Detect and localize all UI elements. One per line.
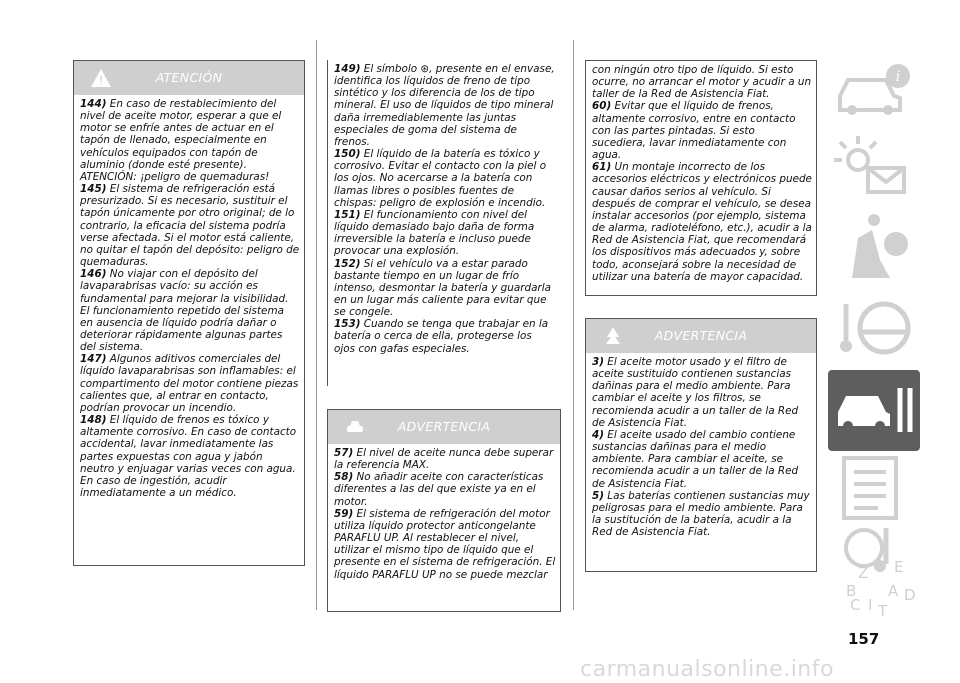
svg-text:B: B xyxy=(846,582,857,600)
svg-text:A: A xyxy=(888,582,899,600)
paragraph xyxy=(80,98,300,183)
paragraph xyxy=(592,429,812,490)
paragraph-number: 5) xyxy=(592,489,604,502)
paragraph-text: El aceite motor usado y el filtro de aceite sustituido contienen sustancias dañinas para el medio ambiente. Para cambiar el aceite y los filtros, se recomienda acudir a un taller de la Red de Asistencia Fiat. xyxy=(592,356,799,429)
paragraph-text: Un montaje incorrecto de los accesorios eléctricos y electrónicos puede causar daños serios al vehículo. Si después de comprar el vehículo, se desea instalar accesorios (por ejemplo, sistema de alarma, radioteléfono, etc.), acudir a la Red de Asistencia Fiat, que recomendará los dispositivos más adecuados y, sobre todo, aconsejará sobre la necesidad de utilizar una batería de mayor capacidad. xyxy=(592,161,812,283)
paragraph-text: El nivel de aceite nunca debe superar la referencia MAX. xyxy=(334,447,554,472)
paragraph xyxy=(592,490,812,539)
paragraph xyxy=(334,471,556,507)
attention-header xyxy=(74,61,304,95)
attention-title: ATENCIÓN xyxy=(155,70,223,85)
environment-box xyxy=(585,318,817,572)
paragraph xyxy=(80,268,300,353)
paragraph-number: 4) xyxy=(592,428,604,441)
paragraph-text: Cuando se tenga que trabajar en la batería o cerca de ella, protegerse los ojos con gafas especiales. xyxy=(334,318,549,355)
paragraph xyxy=(80,183,300,268)
paragraph-text: El aceite usado del cambio contiene sustancias dañinas para el medio ambiente. Para cambiar el aceite, se recomienda acudir a un taller de la Red de Asistencia Fiat. xyxy=(592,428,799,490)
paragraph xyxy=(334,209,555,258)
svg-text:!: ! xyxy=(98,74,104,88)
airbag-icon[interactable] xyxy=(828,208,920,289)
paragraph-number: 146) xyxy=(80,268,107,281)
column3-box xyxy=(585,60,817,296)
environment-title: ADVERTENCIA xyxy=(654,328,748,343)
svg-text:Z: Z xyxy=(858,564,869,582)
warning-header-2 xyxy=(328,410,560,444)
paragraph-number: 153) xyxy=(334,318,361,331)
paragraph-number: 3) xyxy=(592,356,604,368)
paragraph xyxy=(80,353,300,414)
svg-text:C: C xyxy=(850,596,861,614)
paragraph-number: 151) xyxy=(334,208,361,221)
paragraph-number: 57) xyxy=(334,447,354,459)
paragraph xyxy=(334,508,556,581)
environment-text xyxy=(586,353,816,538)
paragraph xyxy=(592,161,812,283)
paragraph-number: 60) xyxy=(592,100,612,113)
svg-text:D: D xyxy=(904,586,916,604)
paragraph-number: 148) xyxy=(80,414,107,427)
car-info-icon[interactable] xyxy=(828,48,920,129)
paragraph xyxy=(592,100,812,161)
steering-key-icon[interactable] xyxy=(828,288,920,369)
warning-text-2 xyxy=(328,444,560,581)
svg-text:T: T xyxy=(878,602,888,620)
paragraph xyxy=(334,447,556,471)
page-number: 157 xyxy=(848,630,880,648)
column2-paragraphs xyxy=(328,60,559,355)
paragraph-number: 59) xyxy=(334,507,354,520)
paragraph-number: 145) xyxy=(80,183,107,196)
paragraph-number: 147) xyxy=(80,353,107,366)
car-tools-icon[interactable] xyxy=(828,370,920,451)
paragraph xyxy=(592,64,812,100)
environment-header xyxy=(586,319,816,353)
attention-text xyxy=(74,95,304,499)
paragraph-number: 152) xyxy=(334,257,361,270)
paragraph-text: Las baterías contienen sustancias muy peligrosas para el medio ambiente. Para la sustitución de la batería, acudir a la Red de Asistencia Fiat. xyxy=(592,489,810,539)
svg-text:E: E xyxy=(894,558,904,576)
paragraph-text: En caso de restablecimiento del nivel de aceite motor, esperar a que el motor se enfríe antes de actuar en el tapón de llenado, especialmente en vehículos equipados con tapón de aluminio (donde esté presente). ATENCIÓN: ¡peligro de quemaduras! xyxy=(80,98,282,183)
paragraph-text: Si el vehículo va a estar parado bastante tiempo en un lugar de frío intenso, desmontar la batería y guardarla en un lugar más caliente para evitar que se congele. xyxy=(334,257,551,319)
paragraph-text: El símbolo ⊛, presente en el envase, identifica los líquidos de freno de tipo sintético y los diferencia de los de tipo mineral. El uso de líquidos de tipo mineral daña irremediablemente las juntas especiales de goma del sistema de frenos. xyxy=(334,63,555,148)
index-letters-icon[interactable] xyxy=(828,556,920,637)
watermark: carmanualsonline.info xyxy=(580,657,834,682)
paragraph-number: 58) xyxy=(334,471,354,484)
lights-message-icon[interactable] xyxy=(828,128,920,209)
separator-line xyxy=(573,40,574,610)
paragraph-number: 61) xyxy=(592,161,612,174)
column3-paragraphs xyxy=(586,61,816,283)
paragraph-number: 150) xyxy=(334,148,361,161)
paragraph-text: El sistema de refrigeración del motor utiliza líquido protector anticongelante PARAFLU UP. Al restablecer el nivel, utilizar el mismo tipo de líquido que el presente en el sistema de refrigeración. El líquido PARAFLU UP no se puede mezclar xyxy=(334,507,556,581)
paragraph xyxy=(592,356,812,429)
paragraph xyxy=(80,414,300,499)
paragraph-text: El funcionamiento con nivel del líquido demasiado bajo daña de forma irreversible la batería e incluso puede provocar una explosión. xyxy=(334,208,535,258)
paragraph-text: El líquido de frenos es tóxico y altamente corrosivo. En caso de contacto accidental, lavar inmediatamente las partes expuestas con agua y jabón neutro y enjuagar varias veces con agua. En caso de ingestión, acudir inmediatamente a un médico. xyxy=(80,414,297,499)
paragraph xyxy=(334,63,555,148)
paragraph-number: 144) xyxy=(80,98,107,110)
paragraph-text: Evitar que el líquido de frenos, altamente corrosivo, entre en contacto con las partes pintadas. Si esto sucediera, lavar inmediatamente con agua. xyxy=(592,100,796,162)
attention-box xyxy=(73,60,305,566)
paragraph-number: 149) xyxy=(334,63,361,75)
paragraph xyxy=(334,148,555,209)
paragraph-text: Algunos aditivos comerciales del líquido lavaparabrisas son inflamables: el compartimento del motor contiene piezas calientes que, al entrar en contacto, podrían provocar un incendio. xyxy=(80,353,299,414)
paragraph xyxy=(334,258,555,319)
svg-text:I: I xyxy=(868,596,873,614)
svg-text:i: i xyxy=(895,69,901,85)
column2-text xyxy=(327,60,559,386)
paragraph-text: con ningún otro tipo de líquido. Si esto ocurre, no arrancar el motor y acudir a un taller de la Red de Asistencia Fiat. xyxy=(592,64,812,101)
warning-box-2 xyxy=(327,409,561,612)
paragraph-text: No viajar con el depósito del lavaparabrisas vacío: su acción es fundamental para mejorar la visibilidad. El funcionamiento repetido del sistema en ausencia de líquido podría dañar o deteriorar rápidamente algunas partes del sistema. xyxy=(80,268,289,354)
warning-title-2: ADVERTENCIA xyxy=(397,419,491,434)
paragraph xyxy=(334,318,555,354)
paragraph-text: No añadir aceite con características diferentes a las del que existe ya en el motor. xyxy=(334,471,544,508)
separator-line xyxy=(316,40,317,610)
paragraph-text: El sistema de refrigeración está presurizado. Si es necesario, sustituir el tapón únicamente por otro original; de lo contrario, la eficacia del sistema podría verse afectada. Si el motor está caliente, no quitar el tapón del depósito: peligro de quemaduras. xyxy=(80,183,300,269)
paragraph-text: El líquido de la batería es tóxico y corrosivo. Evitar el contacto con la piel o los ojos. No acercarse a la batería con llamas libres o posibles fuentes de chispas: peligro de explosión e incendio. xyxy=(334,148,547,209)
